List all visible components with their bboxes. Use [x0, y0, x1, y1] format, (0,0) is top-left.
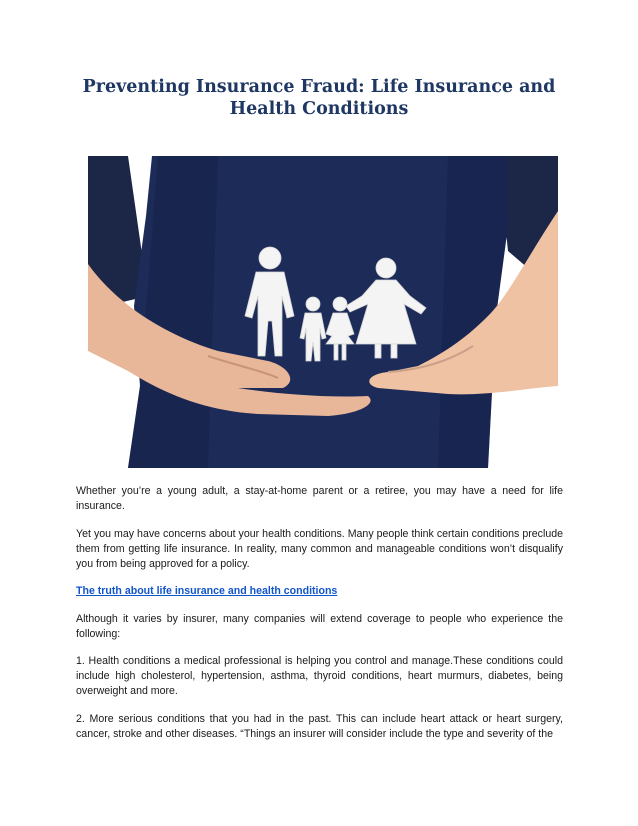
paragraph-coverage: Although it varies by insurer, many companies will extend coverage to people who experience the following:	[76, 612, 563, 640]
paragraph-item-2: 2. More serious conditions that you had in the past. This can include heart attack or heart surgery, cancer, stroke and other diseases. “Things an insurer will consider include the type and severity of the	[76, 712, 563, 740]
family-photo	[88, 156, 558, 468]
section-link[interactable]: The truth about life insurance and health conditions	[76, 585, 338, 597]
article-body	[76, 484, 563, 754]
paragraph-item-1: 1. Health conditions a medical professional is helping you control and manage.These conditions could include high cholesterol, hypertension, asthma, thyroid conditions, heart murmurs, diabetes, being overweight and more.	[76, 655, 563, 697]
paragraph-concerns: Yet you may have concerns about your health conditions. Many people think certain conditions preclude them from getting life insurance. In reality, many common and manageable conditions won’t disqualify you from being approved for a policy.	[76, 527, 563, 570]
paragraph-intro: Whether you’re a young adult, a stay-at-home parent or a retiree, you may have a need for life insurance.	[76, 485, 563, 512]
section-link-paragraph	[76, 584, 563, 599]
page-title: Preventing Insurance Fraud: Life Insurance and Health Conditions	[82, 77, 556, 119]
